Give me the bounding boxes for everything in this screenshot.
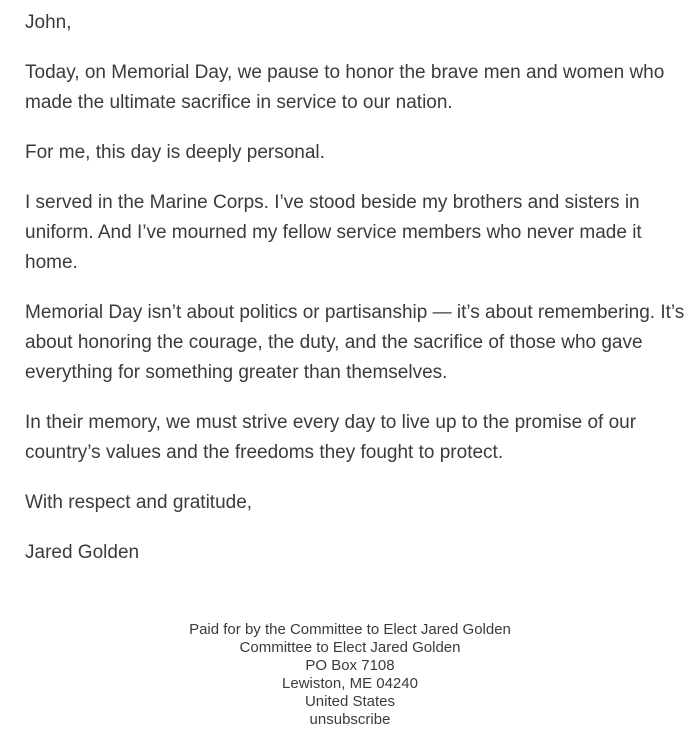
po-box: PO Box 7108: [305, 657, 395, 674]
greeting: John,: [25, 12, 72, 33]
paragraph-personal: For me, this day is deeply personal.: [25, 142, 325, 163]
unsubscribe-link[interactable]: unsubscribe: [309, 711, 391, 728]
paragraph-remembering: Memorial Day isn’t about politics or partisanship — it’s about remembering. It’s about honoring the courage, the duty, and the sacrifice of those who gave everything for something greater than themselves.: [25, 302, 685, 383]
paragraph-memorial-day: Today, on Memorial Day, we pause to honor the brave men and women who made the ultimate sacrifice in service to our nation.: [25, 62, 665, 113]
closing: With respect and gratitude,: [25, 492, 253, 513]
email-footer: [0, 621, 700, 729]
city-state-zip: Lewiston, ME 04240: [282, 675, 418, 692]
signature: Jared Golden: [25, 542, 140, 563]
letter-body: [25, 8, 685, 588]
paragraph-marine-corps: I served in the Marine Corps. I’ve stood beside my brothers and sisters in uniform. And I’ve mourned my fellow service members who never made it home.: [25, 192, 642, 273]
country: United States: [304, 693, 396, 710]
paid-for-disclaimer: Paid for by the Committee to Elect Jared Golden: [189, 621, 511, 638]
committee-name: Committee to Elect Jared Golden: [239, 639, 461, 656]
paragraph-memory: In their memory, we must strive every day to live up to the promise of our country’s values and the freedoms they fought to protect.: [25, 412, 637, 463]
